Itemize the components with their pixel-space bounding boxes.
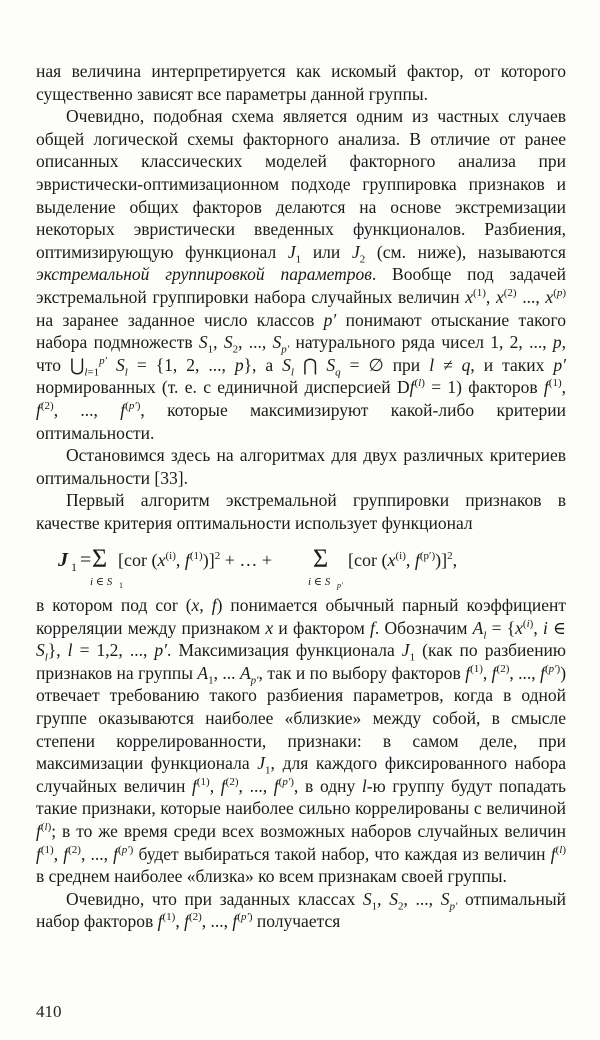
paragraph-3: Остановимся здесь на алгоритмах для двух различных критериев оптимальности [33]. <box>36 445 566 488</box>
svg-text:J: J <box>58 549 68 571</box>
svg-text:Σ: Σ <box>92 544 108 573</box>
body-text-2 <box>36 594 566 933</box>
svg-text:1: 1 <box>119 581 123 590</box>
svg-text:[cor (x(i), f(p′))]2,: [cor ($x^{(i)}$, $f^{(p')})]^2$, <box>348 550 458 570</box>
svg-text:[cor (x(i), f(1))]2 + … +: [cor ($x^{(i)}$, $f^{(1)})]^2$ + … + <box>118 550 273 570</box>
svg-text:i ∈ S: i ∈ S <box>308 576 331 588</box>
body-text <box>36 60 566 534</box>
paragraph-5: в котором под cor (x, f) понимается обычный парный коэффициент корреляции между признаком x и фактором f. Обозначим $A_l = \{x^{(i)}$, i ∈ $S_l$}, l = 1,2, ..., p′. Максимизация функционала $J_1$ (как по разбиению признаков на группы $A_1$, ... $A_{p'}$, так и по выбору факторов $f^{(1)}$, $f^{(2)}$, ..., $f^{(p')}$) отвечает требованию такого разбиения параметров, когда в одной группе оказываются наиболее «близкие» между собой, в смысле степени коррелированности, признаки: в самом деле, при максимизации функционала $J_1$, для каждого фиксированного набора случайных величин $f^{(1)}$, $f^{(2)}$, ..., $f^{(p')}$, в одну l-ю группу будут попадать такие признаки, которые наиболее сильно коррелированы с величиной $f^{(l)}$; в то же время среди всех возможных наборов случайных величин $f^{(1)}$, $f^{(2)}$, ..., $f^{(p')}$ будет выбираться такой набор, что каждая из величин $f^{(l)}$ в среднем наиболее «близка» ко всем признакам своей группы. <box>36 595 567 887</box>
paragraph-6: Очевидно, что при заданных классах $S_1$, $S_2$, ..., $S_{p'}$ отпимальный набор факторов $f^{(1)}$, $f^{(2)}$, ..., $f^{(p')}$ получается <box>36 888 567 932</box>
svg-text:Σ: Σ <box>313 544 329 573</box>
svg-text:1: 1 <box>71 560 77 574</box>
paragraph-1: ная величина интерпретируется как искомый фактор, от которого существенно зависят все параметры данной группы. <box>36 61 566 104</box>
paragraph-4: Первый алгоритм экстремальной группировки признаков в качестве критерия оптимальности использует функционал <box>36 490 566 533</box>
formula-j1 <box>0 536 600 596</box>
svg-text:p′: p′ <box>337 581 343 590</box>
page-number: 410 <box>36 1002 62 1021</box>
svg-text:i ∈ S: i ∈ S <box>90 576 113 588</box>
svg-text:=: = <box>80 549 92 571</box>
paragraph-2: Очевидно, подобная схема является одним из частных случаев общей логической схемы факторного анализа. В отличие от ранее описанных классических моделей факторного анализа при эвристически-оптимизационном подходе группировка признаков и выделение общих факторов делаются на основе экстремизации некоторых эвристически введенных функционалов. Разбиения, оптимизирующую функционал $J_1$ или $J_2$ (см. ниже), называются экстремальной группировкой параметров. Вообще под задачей экстремальной группировки набора случайных величин $x^{(1)}$, $x^{(2)}$ ..., $x^{(p)}$ на заранее заданное число классов p′ понимают отыскание такого набора подмножеств $S_1$, $S_2$, ..., $S_{p'}$ натурального ряда чисел 1, 2, ..., p, что $⋃_{l=1}^{p'}$ $S_l = \{1$, 2, ..., p}, а $S_l$ ⋂ $S_q$ = ∅ при l ≠ q, и таких p′ нормированных (т. е. с единичной дисперсией $Df^{(l)} = 1$) факторов $f^{(1)}$, $f^{(2)}$, ..., $f^{(p')}$, которые максимизируют какой-либо критерии оптимальности. <box>36 106 567 443</box>
